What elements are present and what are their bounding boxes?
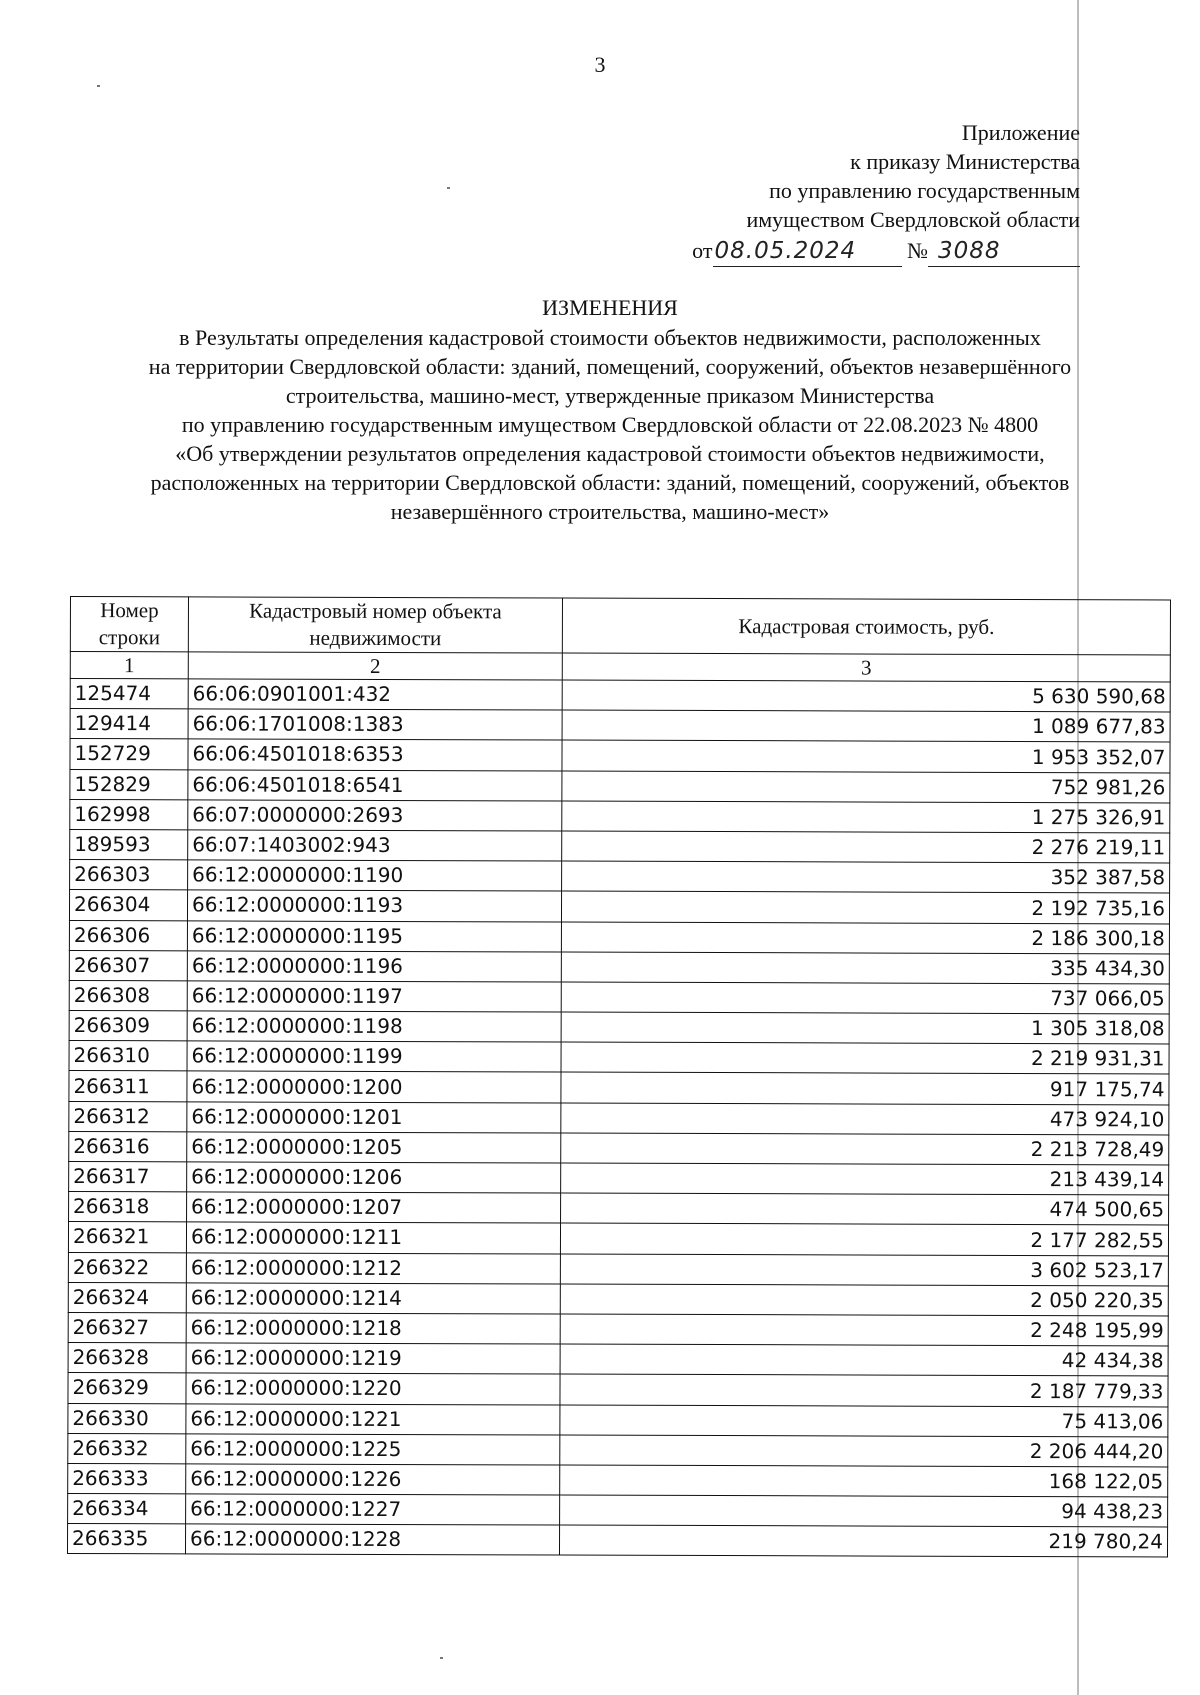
page-number: 3 <box>594 52 606 77</box>
cadastral-number-cell: 66:12:0000000:1218 <box>186 1313 560 1344</box>
row-number-cell: 266306 <box>69 920 187 951</box>
cadastral-number-cell: 66:12:0000000:1212 <box>186 1252 560 1283</box>
table-row <box>69 920 1169 954</box>
cadastral-value-cell: 473 924,10 <box>561 1103 1169 1135</box>
cadastral-number-cell: 66:12:0000000:1193 <box>187 890 561 921</box>
cadastral-value-cell: 2 276 219,11 <box>562 831 1170 863</box>
cadastral-number-cell: 66:06:1701008:1383 <box>188 709 562 740</box>
table-header-row <box>70 597 1170 655</box>
cadastral-number-cell: 66:07:1403002:943 <box>188 830 562 861</box>
number-label: № <box>907 238 928 263</box>
table-row <box>70 799 1170 833</box>
cadastral-number-cell: 66:12:0000000:1225 <box>186 1434 560 1465</box>
cadastral-value-cell: 75 413,06 <box>560 1405 1168 1437</box>
title-line: «Об утверждении результатов определения кадастровой стоимости объектов недвижимости, <box>175 441 1045 466</box>
table-row <box>70 709 1170 743</box>
cadastral-number-cell: 66:12:0000000:1201 <box>187 1101 561 1132</box>
cadastral-value-cell: 5 630 590,68 <box>562 680 1170 712</box>
cadastral-value-cell: 2 177 282,55 <box>560 1223 1168 1255</box>
row-number-cell: 266311 <box>69 1071 187 1102</box>
row-number-cell: 266312 <box>69 1101 187 1132</box>
column-number: 3 <box>562 653 1170 682</box>
appendix-line: Приложение <box>961 120 1080 145</box>
row-number-cell: 266322 <box>68 1252 186 1283</box>
row-number-cell: 266310 <box>69 1041 187 1072</box>
table-row <box>70 860 1170 894</box>
table-row <box>69 1011 1169 1045</box>
cadastral-value-cell: 213 439,14 <box>561 1163 1169 1195</box>
table-row <box>69 1161 1169 1195</box>
table-row <box>69 1041 1169 1075</box>
table-row <box>68 1494 1168 1528</box>
cadastral-value-table <box>67 596 1171 1558</box>
title-line: строительства, машино-мест, утвержденные приказом Министерства <box>285 383 935 408</box>
row-number-cell: 266334 <box>68 1494 186 1525</box>
cadastral-number-cell: 66:12:0000000:1190 <box>188 860 562 891</box>
cadastral-value-cell: 2 192 735,16 <box>561 891 1169 923</box>
cadastral-number-cell: 66:12:0000000:1198 <box>187 1011 561 1042</box>
cadastral-number-cell: 66:12:0000000:1199 <box>187 1041 561 1072</box>
table-row <box>68 1433 1168 1467</box>
cadastral-number-cell: 66:12:0000000:1205 <box>187 1132 561 1163</box>
cadastral-value-cell: 352 387,58 <box>562 861 1170 893</box>
cadastral-number-cell: 66:06:4501018:6353 <box>188 739 562 770</box>
cadastral-value-cell: 1 305 318,08 <box>561 1012 1169 1044</box>
row-number-cell: 266324 <box>68 1282 186 1313</box>
cadastral-value-cell: 2 187 779,33 <box>560 1374 1168 1406</box>
title-line: в Результаты определения кадастровой стоимости объектов недвижимости, расположенных <box>179 325 1041 350</box>
cadastral-number-cell: 66:12:0000000:1214 <box>186 1283 560 1314</box>
table-row <box>68 1222 1168 1256</box>
cadastral-value-cell: 219 780,24 <box>559 1525 1167 1557</box>
table-row <box>69 1131 1169 1165</box>
row-number-cell: 266335 <box>67 1524 185 1555</box>
column-number: 2 <box>188 652 562 680</box>
table-row <box>68 1463 1168 1497</box>
scan-speck <box>447 187 450 189</box>
cadastral-value-cell: 2 186 300,18 <box>561 922 1169 954</box>
cadastral-number-cell: 66:12:0000000:1228 <box>185 1524 559 1555</box>
document-title <box>90 293 1130 526</box>
table-row <box>68 1403 1168 1437</box>
table-row <box>68 1373 1168 1407</box>
cadastral-number-cell: 66:06:4501018:6541 <box>188 769 562 800</box>
row-number-cell: 266321 <box>68 1222 186 1253</box>
row-number-cell: 266327 <box>68 1312 186 1343</box>
header-cadastral-number: Кадастровый номер объекта недвижимости <box>188 597 562 653</box>
cadastral-number-cell: 66:12:0000000:1195 <box>187 920 561 951</box>
row-number-cell: 266328 <box>68 1343 186 1374</box>
cadastral-value-cell: 2 219 931,31 <box>561 1042 1169 1074</box>
cadastral-number-cell: 66:07:0000000:2693 <box>188 800 562 831</box>
cadastral-value-cell: 737 066,05 <box>561 982 1169 1014</box>
appendix-line: имуществом Свердловской области <box>746 207 1080 232</box>
table-row <box>68 1343 1168 1377</box>
table-row <box>68 1312 1168 1346</box>
cadastral-value-cell: 42 434,38 <box>560 1344 1168 1376</box>
cadastral-value-cell: 3 602 523,17 <box>560 1254 1168 1286</box>
cadastral-value-cell: 2 248 195,99 <box>560 1314 1168 1346</box>
row-number-cell: 266307 <box>69 950 187 981</box>
row-number-cell: 152729 <box>70 739 188 770</box>
table-row <box>69 980 1169 1014</box>
row-number-cell: 266333 <box>68 1463 186 1494</box>
row-number-cell: 129414 <box>70 709 188 740</box>
cadastral-value-cell: 1 089 677,83 <box>562 710 1170 742</box>
scan-speck <box>440 1657 443 1659</box>
title-line: расположенных на территории Свердловской области: зданий, помещений, сооружений, объектов <box>150 470 1070 495</box>
title-line: на территории Свердловской области: зданий, помещений, сооружений, объектов незавершённого <box>148 354 1072 379</box>
cadastral-number-cell: 66:12:0000000:1200 <box>187 1071 561 1102</box>
order-date-number-line <box>692 236 1080 267</box>
table-row <box>69 1101 1169 1135</box>
cadastral-value-cell: 1 953 352,07 <box>562 740 1170 772</box>
column-number: 1 <box>70 652 188 679</box>
table-row <box>69 1071 1169 1105</box>
handwritten-date: 08.05.2024 <box>713 237 902 267</box>
row-number-cell: 266303 <box>70 860 188 891</box>
row-number-cell: 266329 <box>68 1373 186 1404</box>
cadastral-number-cell: 66:12:0000000:1197 <box>187 981 561 1012</box>
table-row <box>70 679 1170 713</box>
row-number-cell: 266330 <box>68 1403 186 1434</box>
row-number-cell: 266308 <box>69 980 187 1011</box>
title-line: по управлению государственным имуществом Свердловской области от 22.08.2023 № 4800 <box>181 412 1039 437</box>
row-number-cell: 266332 <box>68 1433 186 1464</box>
table-row <box>69 1192 1169 1226</box>
table-row <box>70 829 1170 863</box>
row-number-cell: 266304 <box>69 890 187 921</box>
row-number-cell: 266317 <box>69 1161 187 1192</box>
cadastral-value-cell: 2 206 444,20 <box>560 1435 1168 1467</box>
table-body <box>67 679 1170 1558</box>
cadastral-number-cell: 66:12:0000000:1227 <box>186 1494 560 1525</box>
cadastral-value-cell: 2 050 220,35 <box>560 1284 1168 1316</box>
cadastral-number-cell: 66:06:0901001:432 <box>188 679 562 710</box>
appendix-block <box>692 118 1080 267</box>
title-heading: ИЗМЕНЕНИЯ <box>542 295 678 320</box>
cadastral-value-cell: 1 275 326,91 <box>562 801 1170 833</box>
cadastral-number-cell: 66:12:0000000:1207 <box>187 1192 561 1223</box>
row-number-cell: 189593 <box>70 829 188 860</box>
cadastral-number-cell: 66:12:0000000:1220 <box>186 1373 560 1404</box>
table-row <box>67 1524 1167 1558</box>
cadastral-number-cell: 66:12:0000000:1196 <box>187 951 561 982</box>
scan-speck <box>97 85 100 87</box>
cadastral-value-cell: 168 122,05 <box>560 1465 1168 1497</box>
header-row-number: Номер строки <box>70 597 188 652</box>
cadastral-value-cell: 474 500,65 <box>561 1193 1169 1225</box>
row-number-cell: 152829 <box>70 769 188 800</box>
cadastral-number-cell: 66:12:0000000:1211 <box>186 1222 560 1253</box>
table-row <box>68 1252 1168 1286</box>
table-row <box>70 739 1170 773</box>
header-cadastral-value: Кадастровая стоимость, руб. <box>562 598 1170 655</box>
table-row <box>68 1282 1168 1316</box>
cadastral-value-cell: 917 175,74 <box>561 1072 1169 1104</box>
appendix-line: к приказу Министерства <box>850 149 1080 174</box>
column-number-row <box>70 652 1170 682</box>
cadastral-number-cell: 66:12:0000000:1226 <box>186 1464 560 1495</box>
row-number-cell: 266318 <box>69 1192 187 1223</box>
date-prefix: от <box>692 238 713 263</box>
cadastral-number-cell: 66:12:0000000:1219 <box>186 1343 560 1374</box>
appendix-line: по управлению государственным <box>769 178 1080 203</box>
table-row <box>69 950 1169 984</box>
cadastral-value-cell: 2 213 728,49 <box>561 1133 1169 1165</box>
row-number-cell: 162998 <box>70 799 188 830</box>
cadastral-value-cell: 752 981,26 <box>562 771 1170 803</box>
handwritten-order-number: 3088 <box>928 237 1080 267</box>
cadastral-value-cell: 335 434,30 <box>561 952 1169 984</box>
cadastral-number-cell: 66:12:0000000:1221 <box>186 1403 560 1434</box>
row-number-cell: 266316 <box>69 1131 187 1162</box>
table-row <box>70 769 1170 803</box>
cadastral-number-cell: 66:12:0000000:1206 <box>187 1162 561 1193</box>
row-number-cell: 125474 <box>70 679 188 710</box>
row-number-cell: 266309 <box>69 1011 187 1042</box>
table-row <box>69 890 1169 924</box>
title-line: незавершённого строительства, машино-мест» <box>390 499 830 524</box>
cadastral-value-cell: 94 438,23 <box>560 1495 1168 1527</box>
